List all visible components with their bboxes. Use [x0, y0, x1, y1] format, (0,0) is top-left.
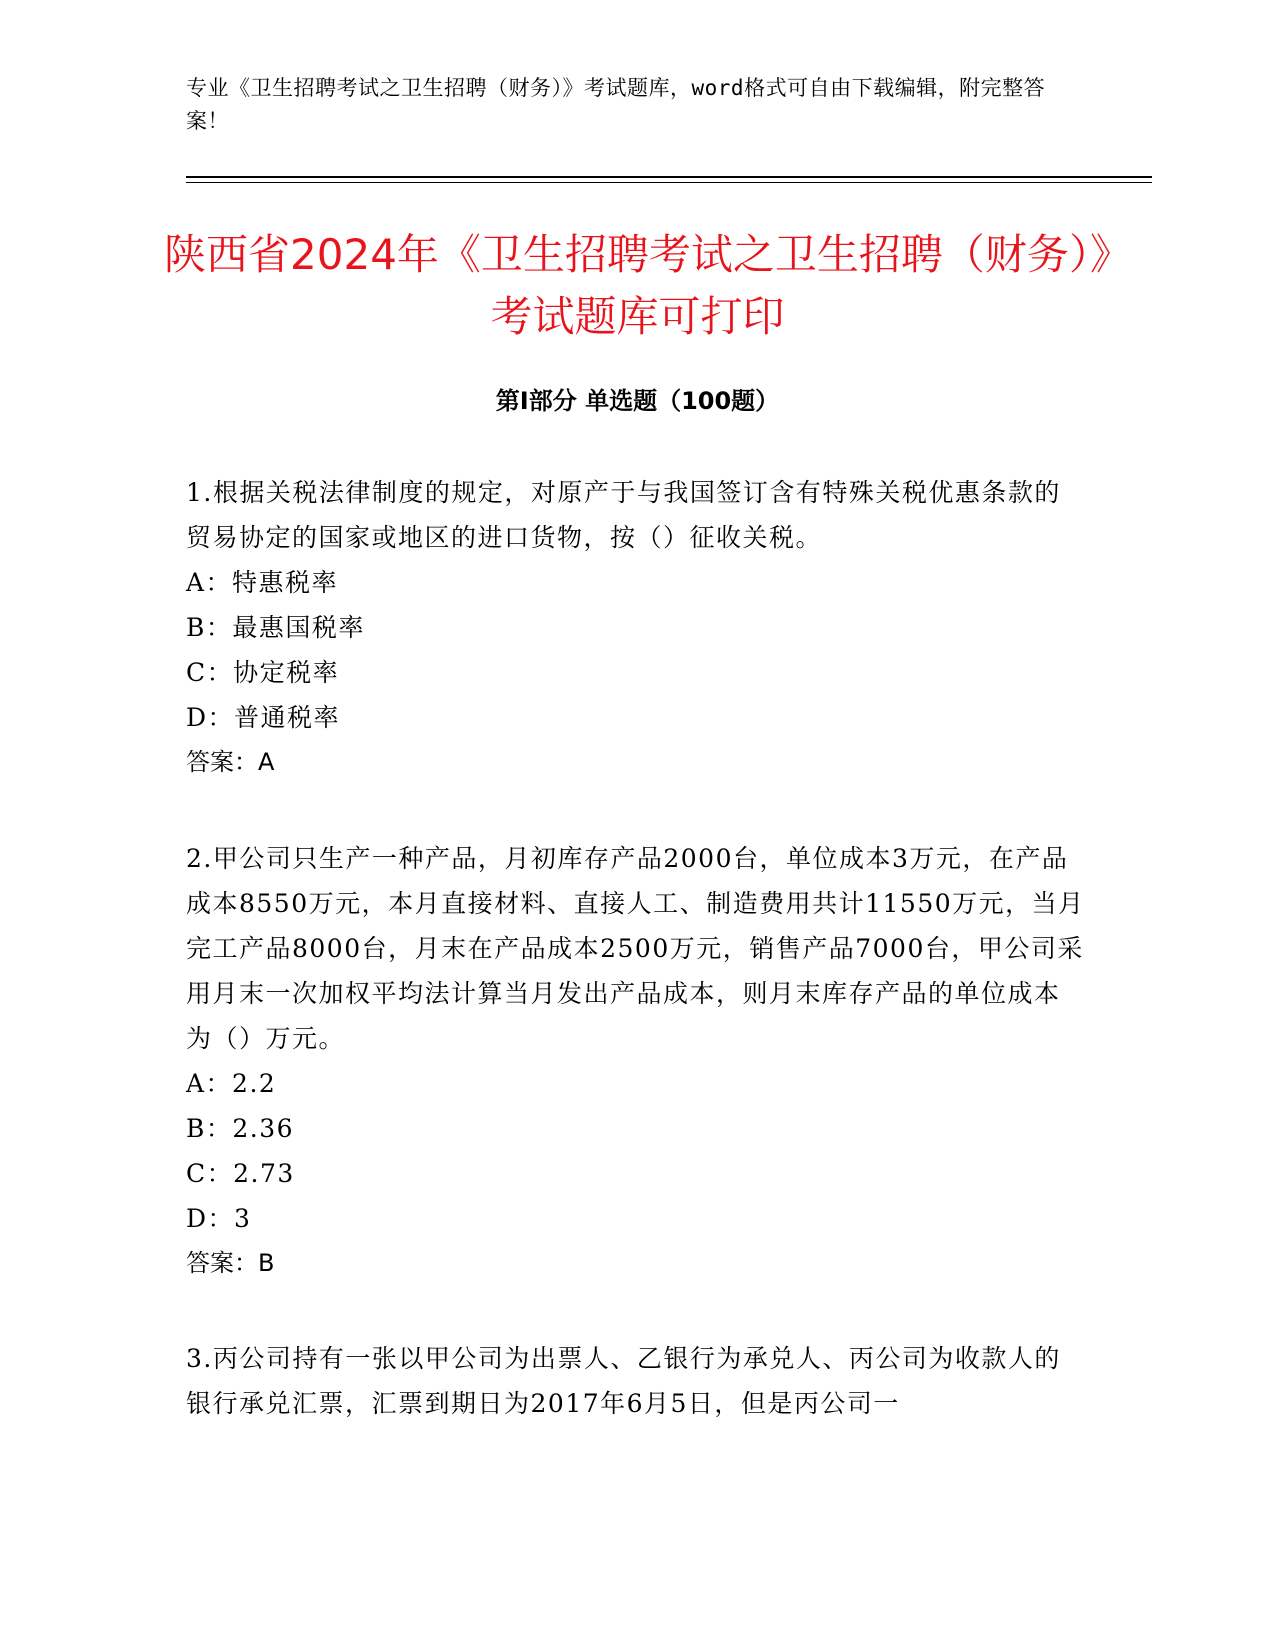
header-divider-thin — [186, 182, 1152, 183]
question-2 — [186, 836, 1086, 1286]
option-d: D：3 — [186, 1204, 252, 1233]
option-c: C：协定税率 — [186, 658, 340, 687]
question-3 — [186, 1336, 1086, 1426]
answer: 答案：A — [186, 748, 275, 776]
option-c: C：2.73 — [186, 1159, 295, 1188]
document-title: 陕西省2024年《卫生招聘考试之卫生招聘（财务）》考试题库可打印 — [164, 230, 1111, 341]
header-note: 专业《卫生招聘考试之卫生招聘（财务）》考试题库，word格式可自由下载编辑，附完整答案！ — [186, 76, 1046, 133]
option-b: B：最惠国税率 — [186, 613, 365, 642]
question-stem: 3.丙公司持有一张以甲公司为出票人、乙银行为承兑人、丙公司为收款人的银行承兑汇票，汇票到期日为2017年6月5日，但是丙公司一 — [186, 1344, 1061, 1418]
header-divider-thick — [186, 176, 1152, 178]
option-b: B：2.36 — [186, 1114, 295, 1143]
answer: 答案：B — [186, 1249, 275, 1277]
question-1 — [186, 470, 1086, 785]
question-stem: 1.根据关税法律制度的规定，对原产于与我国签订含有特殊关税优惠条款的贸易协定的国家或地区的进口货物，按（）征收关税。 — [186, 478, 1061, 552]
option-a: A：特惠税率 — [186, 568, 339, 597]
question-stem: 2.甲公司只生产一种产品，月初库存产品2000台，单位成本3万元，在产品成本8550万元，本月直接材料、直接人工、制造费用共计11550万元，当月完工产品8000台，月末在产品成本2500万元，销售产品7000台，甲公司采用月末一次加权平均法计算当月发出产品成本，则月末库存产品的单位成本为（）万元。 — [186, 844, 1085, 1053]
option-a: A：2.2 — [186, 1069, 277, 1098]
option-d: D：普通税率 — [186, 703, 341, 732]
section-heading: 第Ⅰ部分 单选题（100题） — [495, 387, 780, 415]
